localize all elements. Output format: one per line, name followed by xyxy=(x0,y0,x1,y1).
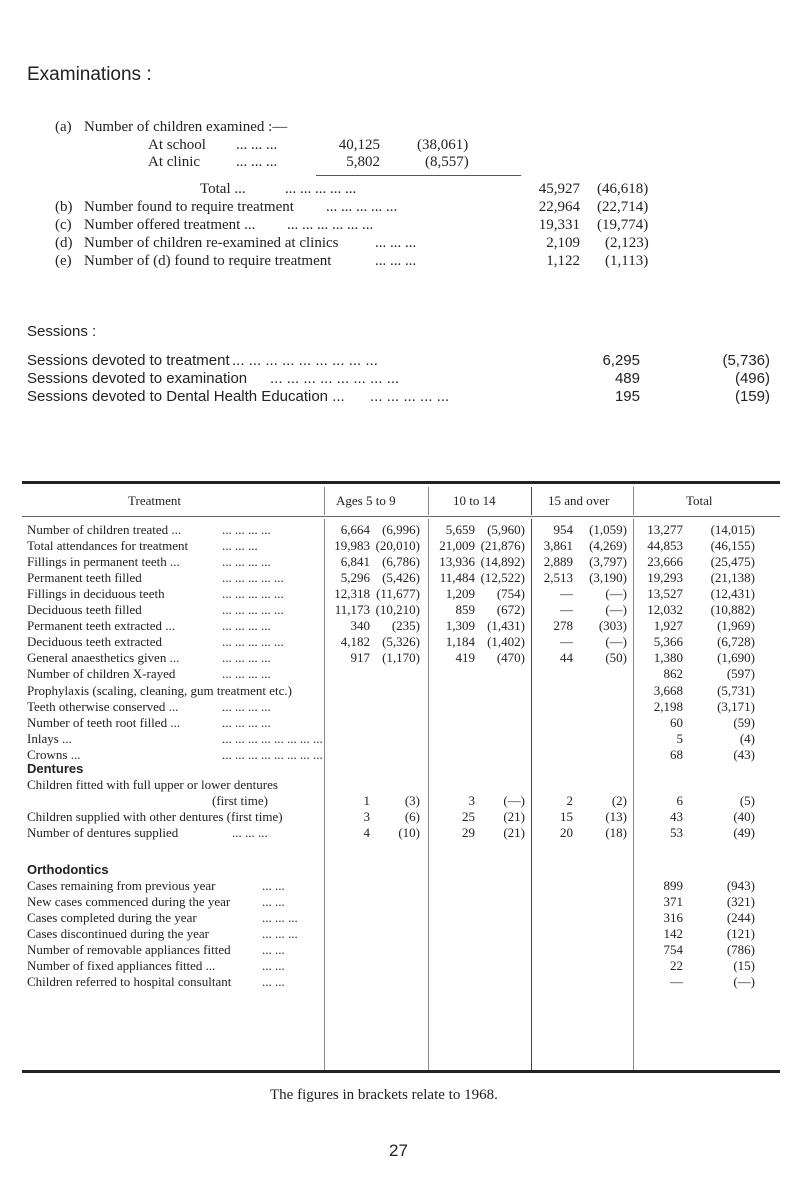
table-cell: (5,960) xyxy=(487,522,525,537)
table-cell: (14,015) xyxy=(710,522,755,537)
require-treatment-value: 22,964 xyxy=(538,199,580,215)
table-cell: (6,786) xyxy=(382,554,420,570)
at-clinic-prev: (8,557) xyxy=(425,154,469,170)
row-dots: ... ... ... ... ... ... ... ... xyxy=(222,746,323,762)
row-label: General anaesthetics given ... xyxy=(27,650,180,666)
table-bottom-rule xyxy=(22,1070,780,1073)
re-examined-label: Number of children re-examined at clinics xyxy=(84,235,339,251)
table-cell: 5,366 xyxy=(653,634,683,650)
ortho-row-label: Children referred to hospital consultant xyxy=(27,974,232,989)
table-cell: (597) xyxy=(726,666,755,682)
require-treatment-prev: (22,714) xyxy=(597,199,649,215)
table-cell: — xyxy=(670,974,683,989)
table-cell: (786) xyxy=(726,942,755,957)
table-cell: (3,797) xyxy=(589,554,627,570)
ortho-row-label: New cases commenced during the year xyxy=(27,894,231,909)
table-cell: 5,659 xyxy=(445,522,475,537)
table-cell: (5,731) xyxy=(717,682,755,698)
ortho-row-label: Number of fixed appliances fitted ... xyxy=(27,958,216,973)
row-label: Fillings in permanent teeth ... xyxy=(27,554,180,570)
table-cell: (1,690) xyxy=(717,650,755,666)
page-number: 27 xyxy=(389,1141,408,1160)
row-label: Permanent teeth filled xyxy=(27,570,142,586)
table-cell: 43 xyxy=(670,809,683,824)
table-cell: (49) xyxy=(733,825,755,840)
table-cell: (4,269) xyxy=(589,538,627,554)
ortho-row-label: Cases remaining from previous year xyxy=(27,878,216,893)
table-cell: 917 xyxy=(350,650,370,666)
table-cell: — xyxy=(560,586,573,602)
dentures-full-label-line1: Children fitted with full upper or lower dentures xyxy=(27,777,278,792)
table-cell: 2 xyxy=(566,793,573,808)
table-cell: 11,173 xyxy=(334,602,370,618)
table-cell: (235) xyxy=(391,618,420,634)
row-dots: ... ... ... xyxy=(222,538,258,554)
table-cell: 5 xyxy=(676,730,683,746)
ortho-row-dots: ... ... xyxy=(262,878,285,893)
table-cell: (21) xyxy=(503,809,525,824)
table-cell: (6) xyxy=(404,809,420,824)
table-cell: (303) xyxy=(598,618,627,634)
subtotal-rule xyxy=(316,175,521,176)
table-cell: 1,209 xyxy=(445,586,475,602)
d-require-treatment-value: 1,122 xyxy=(546,253,580,269)
table-cell: 278 xyxy=(553,618,573,634)
table-cell: (13) xyxy=(605,809,627,824)
orthodontics-heading: Orthodontics xyxy=(27,862,109,877)
offered-treatment-dots: ... ... ... ... ... ... xyxy=(287,217,374,233)
row-dots: ... ... ... ... ... ... ... ... xyxy=(222,730,323,746)
header-ages-10-14: 10 to 14 xyxy=(453,493,496,508)
table-cell: 3 xyxy=(468,793,475,808)
at-school-value: 40,125 xyxy=(338,137,380,153)
total-dots: ... ... ... ... ... xyxy=(285,181,357,197)
table-cell: 316 xyxy=(663,910,683,925)
row-dots: ... ... ... ... xyxy=(222,522,271,537)
table-cell: (6,728) xyxy=(717,634,755,650)
table-cell: 2,513 xyxy=(543,570,573,586)
row-dots: ... ... ... ... ... xyxy=(222,634,284,650)
d-require-treatment-label: Number of (d) found to require treatment xyxy=(84,253,332,269)
table-cell: 22 xyxy=(670,958,683,973)
table-cell: (14,892) xyxy=(480,554,525,570)
table-cell: (4) xyxy=(739,730,755,746)
table-cell: — xyxy=(560,634,573,650)
table-cell: (1,170) xyxy=(382,650,420,666)
table-cell: 13,936 xyxy=(439,554,475,570)
table-cell: 1,184 xyxy=(445,634,475,650)
d-require-treatment-prev: (1,113) xyxy=(605,253,649,269)
table-cell: 2,198 xyxy=(653,698,683,714)
at-clinic-dots: ... ... ... xyxy=(236,154,278,170)
table-cell: 3,668 xyxy=(653,682,683,698)
row-label: Number of teeth root filled ... xyxy=(27,714,181,730)
table-cell: 754 xyxy=(663,942,683,957)
table-cell: 3,861 xyxy=(543,538,573,554)
table-cell: 6,841 xyxy=(340,554,370,570)
ortho-row-label: Cases completed during the year xyxy=(27,910,197,925)
table-cell: (11,677) xyxy=(376,586,420,602)
row-label: Inlays ... xyxy=(27,730,72,746)
sessions-examination-prev: (496) xyxy=(734,370,770,387)
table-cell: (10) xyxy=(398,825,420,840)
table-cell: (754) xyxy=(496,586,525,602)
children-examined-label: Number of children examined :— xyxy=(84,119,288,135)
require-treatment-dots: ... ... ... ... ... xyxy=(326,199,398,215)
ortho-row-label: Number of removable appliances fitted xyxy=(27,942,231,957)
table-cell: (672) xyxy=(496,602,525,618)
table-cell: 44 xyxy=(560,650,573,666)
table-cell: 25 xyxy=(462,809,475,824)
table-cell: (1,059) xyxy=(589,522,627,537)
re-examined-dots: ... ... ... xyxy=(375,235,417,251)
header-treatment: Treatment xyxy=(128,493,181,508)
dentures-heading: Dentures xyxy=(27,761,84,776)
table-cell: (2) xyxy=(611,793,627,808)
table-cell: 4 xyxy=(363,825,370,840)
table-cell: 13,277 xyxy=(647,522,683,537)
offered-treatment-label: Number offered treatment ... xyxy=(84,217,256,233)
header-ages-5-9: Ages 5 to 9 xyxy=(336,493,396,508)
table-cell: 19,293 xyxy=(647,570,683,586)
ortho-row-dots: ... ... xyxy=(262,974,285,989)
at-school-label: At school xyxy=(148,137,206,153)
table-cell: 13,527 xyxy=(647,586,683,602)
table-cell: (40) xyxy=(733,809,755,824)
at-clinic-label: At clinic xyxy=(148,154,201,170)
table-cell: — xyxy=(560,602,573,618)
row-dots: ... ... ... ... xyxy=(222,698,271,714)
table-cell: 419 xyxy=(455,650,475,666)
table-cell: (46,155) xyxy=(710,538,755,554)
row-dots: ... ... ... ... xyxy=(222,714,271,730)
table-cell: 11,484 xyxy=(439,570,475,586)
offered-treatment-prev: (19,774) xyxy=(597,217,649,233)
item-letter-d: (d) xyxy=(55,235,73,251)
row-dots: ... ... ... ... xyxy=(222,650,271,666)
table-cell: 1,309 xyxy=(445,618,475,634)
footnote: The figures in brackets relate to 1968. xyxy=(270,1087,498,1103)
total-label: Total ... xyxy=(200,181,246,197)
ortho-row-dots: ... ... xyxy=(262,942,285,957)
sessions-treatment-prev: (5,736) xyxy=(722,352,770,369)
table-cell: (18) xyxy=(605,825,627,840)
table-cell: 3 xyxy=(363,809,370,824)
table-cell: 44,853 xyxy=(647,538,683,554)
table-cell: (1,969) xyxy=(717,618,755,634)
item-letter-b: (b) xyxy=(55,199,73,215)
table-cell: 954 xyxy=(553,522,573,537)
table-cell: (244) xyxy=(726,910,755,925)
table-cell: 142 xyxy=(663,926,683,941)
header-ages-15-over: 15 and over xyxy=(548,493,610,508)
table-cell: (15) xyxy=(733,958,755,973)
ortho-row-dots: ... ... ... xyxy=(262,926,298,941)
table-cell: 1,380 xyxy=(653,650,683,666)
row-dots: ... ... ... ... xyxy=(222,666,271,682)
ortho-row-dots: ... ... ... xyxy=(262,910,298,925)
require-treatment-label: Number found to require treatment xyxy=(84,199,294,215)
table-cell: (—) xyxy=(605,586,627,602)
table-cell: 53 xyxy=(670,825,683,840)
sessions-examination-dots: ... ... ... ... ... ... ... ... xyxy=(270,370,400,387)
table-cell: (59) xyxy=(733,714,755,730)
table-cell: 862 xyxy=(663,666,683,682)
table-cell: 340 xyxy=(350,618,370,634)
dentures-full-label-line2: (first time) xyxy=(212,793,268,808)
sessions-examination-label: Sessions devoted to examination xyxy=(27,370,248,387)
table-cell: (1,402) xyxy=(487,634,525,650)
table-cell: 4,182 xyxy=(340,634,370,650)
table-cell: (20,010) xyxy=(375,538,420,554)
row-label: Deciduous teeth filled xyxy=(27,602,142,618)
table-cell: 15 xyxy=(560,809,573,824)
table-cell: 1,927 xyxy=(653,618,683,634)
table-cell: (25,475) xyxy=(710,554,755,570)
table-cell: (10,210) xyxy=(375,602,420,618)
table-cell: 1 xyxy=(363,793,370,808)
at-clinic-value: 5,802 xyxy=(346,154,380,170)
sessions-treatment-label: Sessions devoted to treatment xyxy=(27,352,230,369)
table-cell: (—) xyxy=(605,634,627,650)
table-cell: 899 xyxy=(663,878,683,893)
table-cell: 19,983 xyxy=(334,538,370,554)
row-label: Number of children X-rayed xyxy=(27,666,176,682)
table-cell: (50) xyxy=(605,650,627,666)
table-cell: (21,138) xyxy=(710,570,755,586)
row-dots: ... ... ... ... ... xyxy=(222,602,284,618)
table-cell: 60 xyxy=(670,714,683,730)
table-cell: (3,190) xyxy=(589,570,627,586)
table-cell: (21,876) xyxy=(480,538,525,554)
re-examined-value: 2,109 xyxy=(546,235,580,251)
row-dots: ... ... ... ... ... xyxy=(222,586,284,602)
sessions-examination-value: 489 xyxy=(614,370,640,387)
table-cell: 21,009 xyxy=(439,538,475,554)
dentures-supplied-dots: ... ... ... xyxy=(232,825,268,840)
sessions-education-dots: ... ... ... ... ... xyxy=(370,388,450,405)
table-cell: 859 xyxy=(455,602,475,618)
row-label: Prophylaxis (scaling, cleaning, gum treatment etc.) xyxy=(27,682,292,698)
sessions-treatment-dots: ... ... ... ... ... ... ... ... ... xyxy=(232,352,378,369)
ortho-row-label: Cases discontinued during the year xyxy=(27,926,209,941)
other-dentures-label: Children supplied with other dentures (first time) xyxy=(27,809,283,824)
table-cell: 29 xyxy=(462,825,475,840)
sessions-heading: Sessions : xyxy=(27,323,97,340)
header-total: Total xyxy=(686,493,713,508)
row-label: Total attendances for treatment xyxy=(27,538,189,554)
ortho-row-dots: ... ... xyxy=(262,958,285,973)
table-cell: 6,664 xyxy=(340,522,370,537)
sessions-treatment-value: 6,295 xyxy=(602,352,640,369)
sessions-education-value: 195 xyxy=(614,388,640,405)
page-header: Examinations : xyxy=(27,64,152,85)
ortho-row-dots: ... ... xyxy=(262,894,285,909)
header-rule xyxy=(22,516,780,517)
row-label: Permanent teeth extracted ... xyxy=(27,618,175,634)
table-cell: (5,326) xyxy=(382,634,420,650)
sessions-education-label: Sessions devoted to Dental Health Education ... xyxy=(27,388,345,405)
table-cell: (5,426) xyxy=(382,570,420,586)
total-value: 45,927 xyxy=(538,181,580,197)
table-cell: (—) xyxy=(605,602,627,618)
table-cell: (321) xyxy=(726,894,755,909)
table-cell: 12,032 xyxy=(647,602,683,618)
d-require-treatment-dots: ... ... ... xyxy=(375,253,417,269)
item-letter-a: (a) xyxy=(55,119,72,135)
row-dots: ... ... ... ... xyxy=(222,618,271,634)
row-label: Crowns ... xyxy=(27,746,81,762)
item-letter-c: (c) xyxy=(55,217,72,233)
table-cell: 68 xyxy=(670,746,683,762)
table-cell: 2,889 xyxy=(543,554,573,570)
table-cell: 6 xyxy=(676,793,683,808)
table-cell: (10,882) xyxy=(710,602,755,618)
table-cell: (21) xyxy=(503,825,525,840)
table-cell: (1,431) xyxy=(487,618,525,634)
table-cell: 20 xyxy=(560,825,573,840)
table-cell: (5) xyxy=(739,793,755,808)
table-cell: (—) xyxy=(503,793,525,808)
table-cell: (—) xyxy=(733,974,755,989)
dentures-supplied-label: Number of dentures supplied xyxy=(27,825,179,840)
table-cell: 12,318 xyxy=(334,586,370,602)
table-cell: (6,996) xyxy=(382,522,420,537)
table-cell: (43) xyxy=(733,746,755,762)
row-label: Teeth otherwise conserved ... xyxy=(27,698,179,714)
sessions-education-prev: (159) xyxy=(734,388,770,405)
table-cell: (3) xyxy=(404,793,420,808)
offered-treatment-value: 19,331 xyxy=(538,217,580,233)
table-cell: (3,171) xyxy=(717,698,755,714)
table-top-rule xyxy=(22,481,780,484)
row-label: Deciduous teeth extracted xyxy=(27,634,162,650)
table-cell: 5,296 xyxy=(340,570,370,586)
row-dots: ... ... ... ... xyxy=(222,554,271,570)
row-label: Number of children treated ... xyxy=(27,522,182,537)
table-cell: (12,522) xyxy=(480,570,525,586)
table-cell: 371 xyxy=(663,894,683,909)
item-letter-e: (e) xyxy=(55,253,72,269)
table-cell: (943) xyxy=(726,878,755,893)
at-school-prev: (38,061) xyxy=(417,137,469,153)
row-dots: ... ... ... ... ... xyxy=(222,570,284,586)
table-cell: (470) xyxy=(496,650,525,666)
row-label: Fillings in deciduous teeth xyxy=(27,586,165,602)
total-prev: (46,618) xyxy=(597,181,649,197)
table-cell: (12,431) xyxy=(710,586,755,602)
table-cell: 23,666 xyxy=(647,554,683,570)
re-examined-prev: (2,123) xyxy=(605,235,649,251)
table-cell: (121) xyxy=(726,926,755,941)
at-school-dots: ... ... ... xyxy=(236,137,278,153)
